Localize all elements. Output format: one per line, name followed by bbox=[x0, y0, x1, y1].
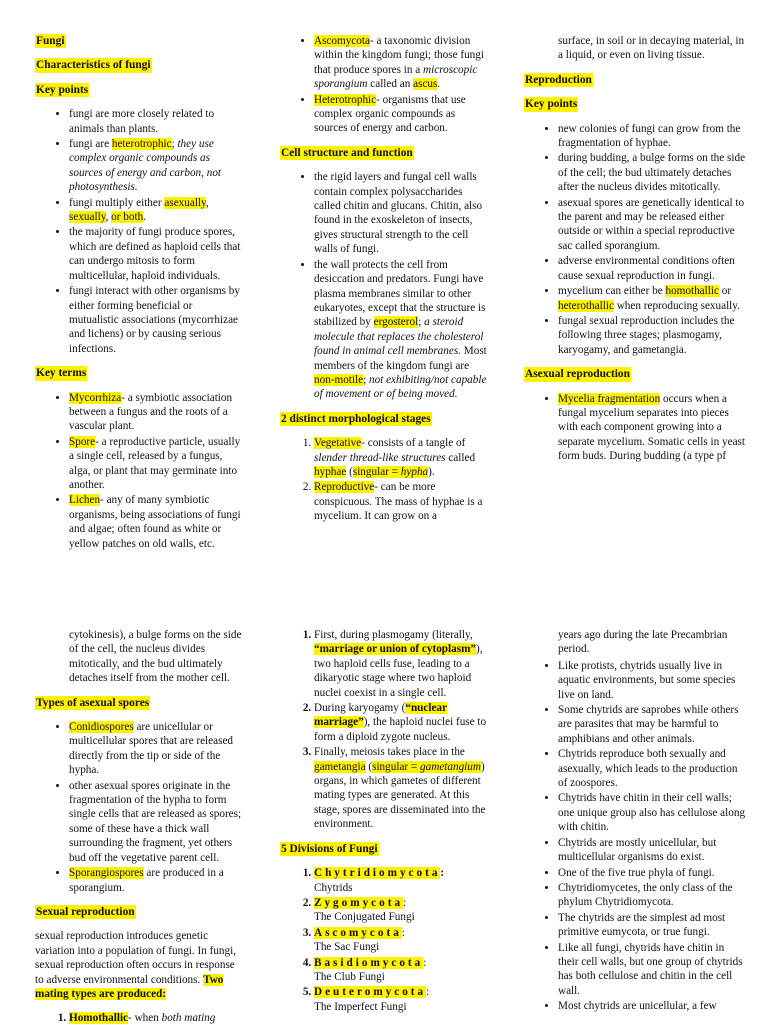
list-item: 2. Zygomycota: The Conjugated Fungi bbox=[314, 896, 490, 925]
highlighted-term: heterothallic bbox=[558, 299, 614, 312]
sexual-stages-list bbox=[280, 628, 490, 832]
list-item: • the majority of fungi produce spores, which are defined as haploid cells that can undergo mitosis to form multicellular, haploid individuals. bbox=[69, 225, 243, 283]
list-item: • The chytrids are the simplest ad most primitive eumycota, or true fungi. bbox=[558, 911, 746, 940]
list-item: • the rigid layers and fungal cell walls contain complex polysaccharides called chitin and glucans. Chitin, also found in the exoskeleton of insects, gives structural strength to the cell walls of fungi. bbox=[314, 170, 490, 256]
list-item: • Chytridiomycetes, the only class of the phylum Chytridiomycota. bbox=[558, 881, 746, 910]
subheading-key-points: Key points bbox=[36, 83, 89, 96]
highlighted-term: Mycorrhiza bbox=[69, 391, 122, 404]
list-item: • Mycorrhiza- a symbiotic association between a fungus and the roots of a vascular plant. bbox=[69, 391, 243, 434]
definitions-list bbox=[280, 34, 490, 136]
highlighted-term: hyphae bbox=[314, 465, 347, 478]
continued-text: surface, in soil or in decaying material, in a liquid, or even on living tissue. bbox=[558, 35, 745, 62]
section-heading-morphological-stages: 2 distinct morphological stages bbox=[281, 412, 431, 425]
list-item: • Spore- a reproductive particle, usually a single cell, released by a fungus, alga, or plant that may germinate into another. bbox=[69, 435, 243, 493]
subheading-key-terms: Key terms bbox=[36, 367, 87, 380]
section-heading-divisions: 5 Divisions of Fungi bbox=[281, 842, 378, 855]
highlighted-term: Conidiospores bbox=[69, 721, 134, 734]
highlighted-term: Ascomycota bbox=[314, 35, 370, 47]
divisions-list bbox=[280, 866, 490, 1014]
asexual-reproduction-list bbox=[524, 392, 746, 464]
list-item: • Chytrids are mostly unicellular, but multicellular organisms do exist. bbox=[558, 836, 746, 865]
list-item: • Chytrids have chitin in their cell walls; one unique group also has cellulose along with chitin. bbox=[558, 791, 746, 834]
list-item: • Lichen- any of many symbiotic organisms, being associations of fungi and algae; often found as white or yellow patches on old walls, etc. bbox=[69, 493, 243, 551]
morphological-stages-list bbox=[280, 436, 490, 523]
list-item: 1. Vegetative- consists of a tangle of slender thread-like structures called hyphae (singular = hypha). bbox=[314, 436, 490, 479]
section-heading-asexual-reproduction: Asexual reproduction bbox=[525, 368, 630, 381]
bottom-column-3 bbox=[524, 628, 746, 1024]
reproduction-points-list bbox=[524, 122, 746, 358]
highlighted-term: “marriage or union of cytoplasm” bbox=[314, 643, 477, 656]
section-heading-sexual-reproduction: Sexual reproduction bbox=[36, 905, 135, 918]
highlighted-term: Vegetative bbox=[314, 437, 362, 450]
list-item: • Ascomycota- a taxonomic division within the kingdom fungi; those fungi that produce spores in a microscopic sporangium called an ascus. bbox=[314, 34, 490, 92]
list-item: • Mycelia fragmentation occurs when a fungal mycelium separates into pieces with each component growing into a separate mycelium. Somatic cells in yeast form buds. During budding (a type pf bbox=[558, 392, 746, 464]
highlighted-term: ascus bbox=[413, 78, 438, 91]
highlighted-term: homothallic bbox=[665, 285, 719, 298]
highlighted-term: gametangia bbox=[314, 760, 366, 773]
list-item: 2. Reproductive- can be more conspicuous. The mass of hyphae is a mycelium. It can grow on a bbox=[314, 480, 490, 523]
section-heading-cell-structure: Cell structure and function bbox=[281, 146, 413, 159]
list-item: • asexual spores are genetically identical to the parent and may be released either outside or within a special reproductive sac called sporangium. bbox=[558, 196, 746, 254]
top-column-1 bbox=[35, 34, 243, 561]
section-heading-asexual-spores: Types of asexual spores bbox=[36, 696, 150, 709]
list-item: 3. Ascomycota: The Sac Fungi bbox=[314, 926, 490, 955]
document-title: Fungi bbox=[36, 35, 65, 47]
highlighted-term: “nuclear marriage” bbox=[314, 702, 447, 729]
continued-text: years ago during the late Precambrian period. bbox=[558, 629, 728, 656]
list-item: 2. During karyogamy (“nuclear marriage”), the haploid nuclei fuse to form a diploid zygote nucleus. bbox=[314, 701, 490, 744]
highlighted-term: Heterotrophic bbox=[314, 93, 377, 106]
list-item: • One of the five true phyla of fungi. bbox=[558, 866, 746, 880]
list-item: • during budding, a bulge forms on the side of the cell; the bud ultimately detaches after the nucleus divides mitotically. bbox=[558, 151, 746, 194]
list-item: • Sporangiospores are produced in a sporangium. bbox=[69, 866, 243, 895]
asexual-spores-list bbox=[35, 720, 243, 895]
highlighted-term: Reproductive bbox=[314, 481, 375, 494]
highlighted-term: Lichen bbox=[69, 494, 101, 507]
section-heading-characteristics: Characteristics of fungi bbox=[36, 59, 151, 72]
cell-structure-list bbox=[280, 170, 490, 402]
highlighted-term: Homothallic bbox=[69, 1012, 129, 1025]
highlighted-term: ergosterol bbox=[373, 316, 419, 329]
bottom-column-1 bbox=[35, 628, 243, 1036]
list-item: • new colonies of fungi can grow from the fragmentation of hyphae. bbox=[558, 122, 746, 151]
top-column-3 bbox=[524, 34, 746, 474]
key-points-list bbox=[35, 107, 243, 356]
top-column-2 bbox=[280, 34, 490, 534]
highlighted-term: Zygomycota bbox=[314, 896, 404, 909]
list-item: • adverse environmental conditions often cause sexual reproduction in fungi. bbox=[558, 254, 746, 283]
list-item: 4. Basidiomycota: The Club Fungi bbox=[314, 956, 490, 985]
highlighted-term: Sporangiospores bbox=[69, 867, 144, 880]
list-item: • Some chytrids are saprobes while others are parasites that may be harmful to amphibians and other animals. bbox=[558, 703, 746, 746]
list-item: • fungi are more closely related to animals than plants. bbox=[69, 107, 243, 136]
highlighted-term: or both bbox=[111, 211, 144, 224]
list-item: • the wall protects the cell from desiccation and predators. Fungi have plasma membranes similar to other eukaryotes, except that the structure is stabilized by ergosterol; a steroid molecule that replaces the cholesterol found in animal cell membranes. Most members of the kingdom fungi are non-motile; not exhibiting/not capable of movement or of being moved. bbox=[314, 258, 490, 402]
list-item: • Conidiospores are unicellular or multicellular spores that are released directly from the tip or side of the hypha. bbox=[69, 720, 243, 778]
bottom-column-2 bbox=[280, 628, 490, 1024]
highlighted-term: Deuteromycota bbox=[314, 986, 427, 999]
highlighted-term: sexually bbox=[69, 211, 106, 224]
highlighted-term: Basidiomycota bbox=[314, 956, 424, 969]
key-terms-list bbox=[35, 391, 243, 551]
list-item: • other asexual spores originate in the fragmentation of the hypha to form single cells that are released as spores; some of these have a thick wall surrounding the fragment, yet others bud off the vegetative parent cell. bbox=[69, 779, 243, 865]
highlighted-term: Spore bbox=[69, 435, 96, 448]
paragraph: sexual reproduction introduces genetic variation into a population of fungi. In fungi, sexual reproduction often occurs in response to adverse environmental conditions. Two mating types are produced: bbox=[35, 930, 237, 1000]
highlighted-term: Mycelia fragmentation bbox=[558, 392, 661, 405]
list-item: • fungal sexual reproduction includes the following three stages; plasmogamy, karyogamy, and gametangia. bbox=[558, 314, 746, 357]
list-item: 1. First, during plasmogamy (literally, “marriage or union of cytoplasm”), two haploid cells fuse, leading to a dikaryotic stage where two haploid nuclei coexist in a single cell. bbox=[314, 628, 490, 700]
list-item: • fungi interact with other organisms by either forming beneficial or mutualistic associations (mycorrhizae and lichens) or by causing serious infections. bbox=[69, 284, 243, 356]
highlighted-term: heterotrophic bbox=[111, 138, 172, 151]
highlighted-term: Two mating types are produced: bbox=[35, 973, 224, 1000]
highlighted-term: non-motile bbox=[314, 373, 364, 386]
list-item: • Most chytrids are unicellular, a few bbox=[558, 999, 746, 1013]
list-item: • fungi are heterotrophic; they use complex organic compounds as sources of energy and carbon, not photosynthesis. bbox=[69, 137, 243, 195]
list-item: • Chytrids reproduce both sexually and asexually, which leads to the production of zoospores. bbox=[558, 747, 746, 790]
highlighted-term: Ascomycota bbox=[314, 926, 402, 939]
section-heading-reproduction: Reproduction bbox=[525, 73, 592, 86]
subheading-key-points: Key points bbox=[525, 98, 578, 111]
list-item: • Heterotrophic- organisms that use complex organic compounds as sources of energy and carbon. bbox=[314, 93, 490, 136]
list-item: 1. Homothallic- when both mating bbox=[69, 1011, 243, 1025]
list-item: 1. Chytridiomycota: Chytrids bbox=[314, 866, 490, 895]
highlighted-term: asexually bbox=[164, 196, 206, 209]
chytrids-facts-list bbox=[524, 659, 746, 1014]
list-item: 5. Deuteromycota: The Imperfect Fungi bbox=[314, 985, 490, 1014]
list-item: • fungi multiply either asexually, sexually, or both. bbox=[69, 196, 243, 225]
list-item: 3. Finally, meiosis takes place in the gametangia (singular = gametangium) organs, in which gametes of different mating types are generated. At this stage, spores are disseminated into the environment. bbox=[314, 745, 490, 831]
list-item: • Like protists, chytrids usually live in aquatic environments, but some species live on land. bbox=[558, 659, 746, 702]
highlighted-term: Chytridiomycota bbox=[314, 867, 441, 880]
list-item: • Like all fungi, chytrids have chitin in their cell walls, but one group of chytrids has both cellulose and chitin in the cell wall. bbox=[558, 941, 746, 999]
list-item: • mycelium can either be homothallic or heterothallic when reproducing sexually. bbox=[558, 284, 746, 313]
continued-text: cytokinesis), a bulge forms on the side of the cell, the nucleus divides mitotically, and the bud ultimately detaches itself from the mother cell. bbox=[69, 629, 242, 685]
